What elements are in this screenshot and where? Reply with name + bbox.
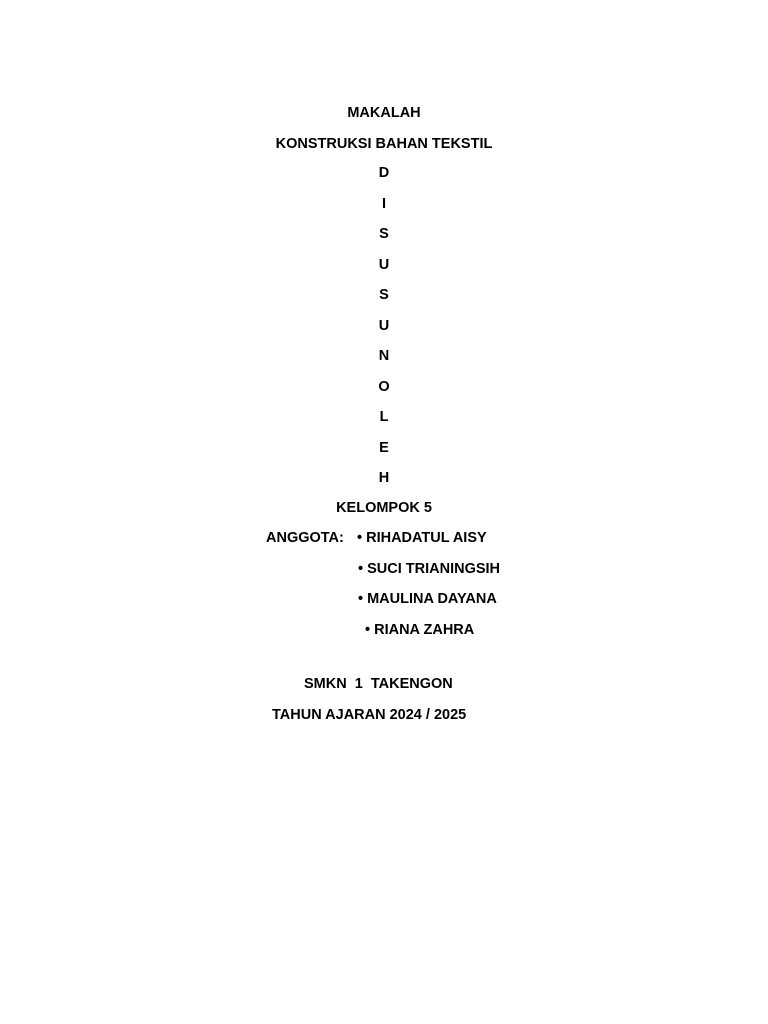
disusun-letter: U: [378, 257, 390, 273]
member-item: • RIANA ZAHRA: [365, 622, 475, 638]
member-item: • SUCI TRIANINGSIH: [358, 561, 501, 577]
school-name: SMKN 1 TAKENGON: [304, 676, 453, 692]
member-item: • RIHADATUL AISY: [357, 530, 487, 546]
disusun-letter: H: [378, 470, 390, 486]
disusun-letter: U: [378, 318, 390, 334]
document-subject: KONSTRUKSI BAHAN TEKSTIL: [275, 136, 493, 152]
disusun-letter: I: [381, 196, 387, 212]
group-name: KELOMPOK 5: [336, 500, 432, 516]
members-label: ANGGOTA:: [266, 530, 344, 546]
document-title: MAKALAH: [347, 105, 421, 121]
disusun-letter: L: [379, 409, 389, 425]
disusun-letter: S: [379, 287, 389, 303]
disusun-letter: E: [379, 440, 389, 456]
disusun-letter: N: [378, 348, 390, 364]
academic-year: TAHUN AJARAN 2024 / 2025: [272, 707, 467, 723]
disusun-letter: D: [378, 165, 390, 181]
disusun-letter: O: [378, 379, 390, 395]
member-item: • MAULINA DAYANA: [358, 591, 497, 607]
disusun-letter: S: [379, 226, 389, 242]
